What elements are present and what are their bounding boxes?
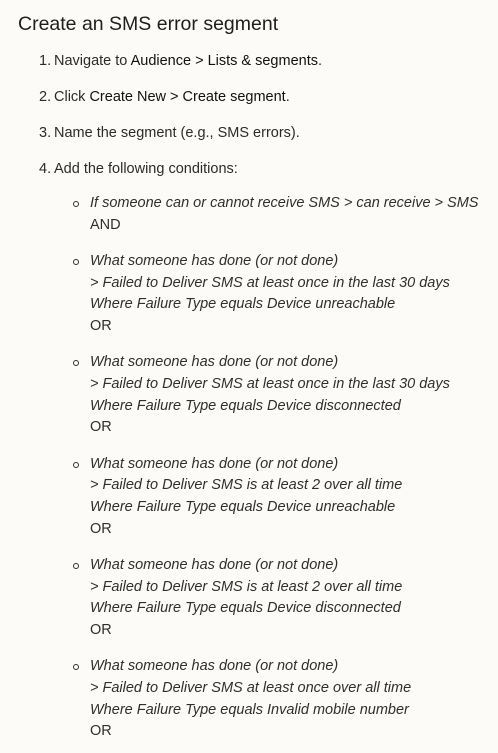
condition-line: Where Failure Type equals Invalid mobile number	[90, 701, 409, 718]
bullet-icon	[73, 201, 79, 207]
condition-joiner: OR	[90, 621, 112, 638]
bullet-icon	[73, 462, 79, 468]
step-number: 4.	[39, 161, 52, 177]
step-text: Click	[54, 89, 90, 105]
step-emphasis: Create New > Create segment	[89, 89, 286, 105]
condition-line: > Failed to Deliver SMS at least once in the last 30 days	[90, 274, 450, 291]
condition-item	[90, 193, 498, 236]
condition-line: What someone has done (or not done)	[90, 556, 339, 573]
bullet-icon	[73, 259, 79, 265]
condition-line: If someone can or cannot receive SMS > can receive > SMS	[90, 195, 479, 211]
condition-joiner: AND	[90, 216, 121, 233]
condition-item	[90, 656, 498, 743]
step-number: 2.	[39, 89, 52, 105]
condition-line: What someone has done (or not done)	[90, 354, 339, 371]
condition-line: What someone has done (or not done)	[90, 455, 339, 472]
conditions-list	[54, 193, 498, 743]
condition-item	[90, 251, 498, 338]
step-4	[0, 158, 498, 743]
step-1	[0, 50, 498, 72]
steps-list	[0, 50, 498, 743]
condition-line: > Failed to Deliver SMS is at least 2 over all time	[90, 578, 403, 595]
step-text: Name the segment (e.g., SMS errors).	[54, 125, 300, 141]
step-2	[0, 86, 498, 108]
condition-line: > Failed to Deliver SMS at least once over all time	[90, 679, 412, 696]
bullet-icon	[73, 360, 79, 366]
condition-line: > Failed to Deliver SMS at least once in the last 30 days	[90, 375, 450, 392]
step-emphasis: Audience > Lists & segments	[130, 53, 318, 69]
condition-line: Where Failure Type equals Device disconnected	[90, 397, 401, 414]
condition-joiner: OR	[90, 723, 112, 740]
condition-item	[90, 352, 498, 439]
step-3	[0, 122, 498, 144]
condition-item	[90, 555, 498, 642]
step-text-end: .	[317, 53, 323, 69]
condition-line: Where Failure Type equals Device disconnected	[90, 600, 401, 617]
page-title: Create an SMS error segment	[18, 13, 279, 35]
bullet-icon	[73, 664, 79, 670]
step-number: 1.	[39, 53, 52, 69]
step-text-end: .	[285, 89, 290, 105]
condition-line: Where Failure Type equals Device unreachable	[90, 498, 396, 515]
condition-line: What someone has done (or not done)	[90, 658, 339, 675]
condition-item	[90, 454, 498, 541]
condition-joiner: OR	[90, 419, 112, 436]
condition-line: Where Failure Type equals Device unreachable	[90, 296, 396, 313]
bullet-icon	[73, 563, 79, 569]
condition-line: What someone has done (or not done)	[90, 252, 339, 269]
step-number: 3.	[39, 125, 52, 141]
condition-line: > Failed to Deliver SMS is at least 2 over all time	[90, 477, 403, 494]
step-text: Add the following conditions:	[54, 161, 238, 177]
condition-joiner: OR	[90, 520, 112, 537]
condition-joiner: OR	[90, 318, 112, 335]
step-text: Navigate to	[54, 53, 131, 69]
